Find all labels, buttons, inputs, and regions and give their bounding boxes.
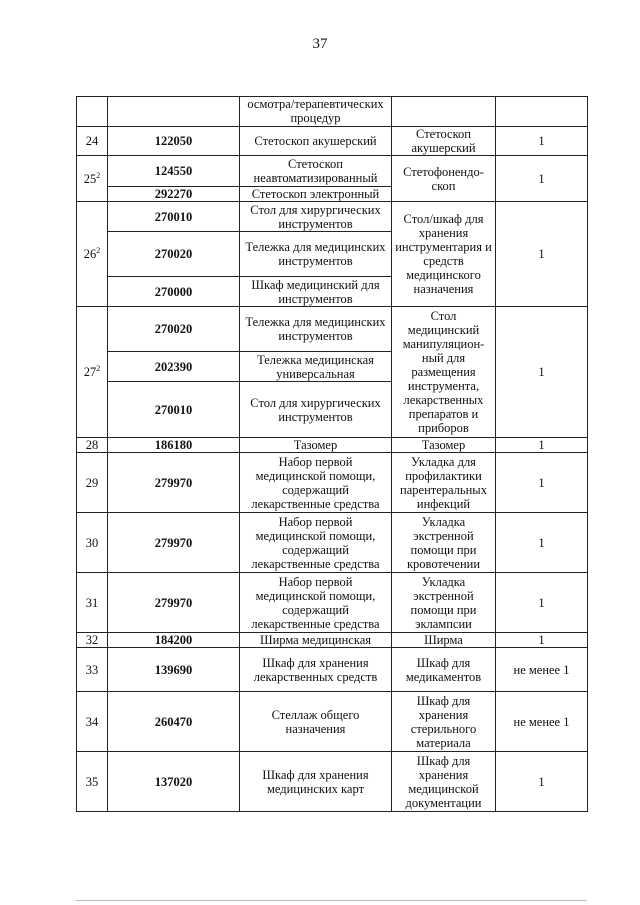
type-cell: Ширма <box>392 633 496 648</box>
name-cell: Тележка для медицинских инструментов <box>240 232 392 277</box>
quantity-cell: 1 <box>496 513 588 573</box>
type-cell: Стол медицинский манипуляцион-ный для размещения инструмента, лекарственных препаратов и приборов <box>392 307 496 438</box>
code-cell: 270010 <box>108 202 240 232</box>
code-cell: 279970 <box>108 513 240 573</box>
name-cell: Набор первой медицинской помощи, содержащий лекарственные средства <box>240 513 392 573</box>
code-cell: 270000 <box>108 277 240 307</box>
row-number-cell: 33 <box>77 648 108 692</box>
table-row <box>77 202 588 232</box>
row-number-cell: 28 <box>77 438 108 453</box>
code-cell: 292270 <box>108 187 240 202</box>
code-cell: 279970 <box>108 453 240 513</box>
table-row <box>77 307 588 352</box>
row-number-cell: 34 <box>77 692 108 752</box>
row-number-cell <box>77 97 108 127</box>
quantity-cell: 1 <box>496 202 588 307</box>
code-cell: 184200 <box>108 633 240 648</box>
name-cell: Тележка для медицинских инструментов <box>240 307 392 352</box>
quantity-cell: 1 <box>496 453 588 513</box>
code-cell: 260470 <box>108 692 240 752</box>
type-cell: Укладка экстренной помощи при эклампсии <box>392 573 496 633</box>
table-row <box>77 573 588 633</box>
name-cell: Стеллаж общего назначения <box>240 692 392 752</box>
name-cell: Стол для хирургических инструментов <box>240 202 392 232</box>
type-cell: Шкаф для хранения медицинской документации <box>392 752 496 812</box>
name-cell: Набор первой медицинской помощи, содержащий лекарственные средства <box>240 573 392 633</box>
code-cell: 186180 <box>108 438 240 453</box>
name-cell: Стетоскоп акушерский <box>240 127 392 156</box>
code-cell <box>108 97 240 127</box>
quantity-cell: 1 <box>496 156 588 202</box>
quantity-cell: 1 <box>496 307 588 438</box>
table-row <box>77 633 588 648</box>
row-number-cell: $25^2$ <box>77 156 108 202</box>
table-row <box>77 453 588 513</box>
row-number-cell: 24 <box>77 127 108 156</box>
name-cell: Стетоскоп электронный <box>240 187 392 202</box>
bottom-rule <box>76 900 587 901</box>
row-number-cell: $26^2$ <box>77 202 108 307</box>
name-cell: Тележка медицинская универсальная <box>240 352 392 382</box>
code-cell: 124550 <box>108 156 240 187</box>
type-cell: Стол/шкаф для хранения инструментария и средств медицинского назначения <box>392 202 496 307</box>
name-cell: Шкаф для хранения лекарственных средств <box>240 648 392 692</box>
quantity-cell: 1 <box>496 752 588 812</box>
code-cell: 202390 <box>108 352 240 382</box>
quantity-cell: не менее 1 <box>496 692 588 752</box>
type-cell: Тазомер <box>392 438 496 453</box>
table-row <box>77 692 588 752</box>
name-cell: Шкаф для хранения медицинских карт <box>240 752 392 812</box>
name-cell: Тазомер <box>240 438 392 453</box>
code-cell: 137020 <box>108 752 240 812</box>
name-cell: Ширма медицинская <box>240 633 392 648</box>
type-cell: Стетоскоп акушерский <box>392 127 496 156</box>
code-cell: 122050 <box>108 127 240 156</box>
code-cell: 139690 <box>108 648 240 692</box>
name-cell: Шкаф медицинский для инструментов <box>240 277 392 307</box>
quantity-cell <box>496 97 588 127</box>
code-cell: 270010 <box>108 382 240 438</box>
quantity-cell: 1 <box>496 127 588 156</box>
quantity-cell: не менее 1 <box>496 648 588 692</box>
type-cell <box>392 97 496 127</box>
type-cell: Укладка для профилактики парентеральных инфекций <box>392 453 496 513</box>
row-number-cell: 31 <box>77 573 108 633</box>
type-cell: Стетофонендо-скоп <box>392 156 496 202</box>
code-cell: 270020 <box>108 232 240 277</box>
name-cell: Стетоскоп неавтоматизированный <box>240 156 392 187</box>
table-row <box>77 752 588 812</box>
name-cell: Набор первой медицинской помощи, содержащий лекарственные средства <box>240 453 392 513</box>
row-number-cell: 30 <box>77 513 108 573</box>
row-number-cell: $27^2$ <box>77 307 108 438</box>
quantity-cell: 1 <box>496 438 588 453</box>
table-row <box>77 127 588 156</box>
page-number: 37 <box>312 36 328 52</box>
code-cell: 270020 <box>108 307 240 352</box>
table-row <box>77 438 588 453</box>
table-row <box>77 648 588 692</box>
quantity-cell: 1 <box>496 633 588 648</box>
table-row <box>77 513 588 573</box>
type-cell: Шкаф для хранения стерильного материала <box>392 692 496 752</box>
table-row <box>77 97 588 127</box>
table-row <box>77 156 588 187</box>
code-cell: 279970 <box>108 573 240 633</box>
equipment-table <box>76 96 588 812</box>
name-cell: осмотра/терапевтических процедур <box>240 97 392 127</box>
row-number-cell: 29 <box>77 453 108 513</box>
quantity-cell: 1 <box>496 573 588 633</box>
type-cell: Шкаф для медикаментов <box>392 648 496 692</box>
type-cell: Укладка экстренной помощи при кровотечении <box>392 513 496 573</box>
row-number-cell: 32 <box>77 633 108 648</box>
name-cell: Стол для хирургических инструментов <box>240 382 392 438</box>
row-number-cell: 35 <box>77 752 108 812</box>
